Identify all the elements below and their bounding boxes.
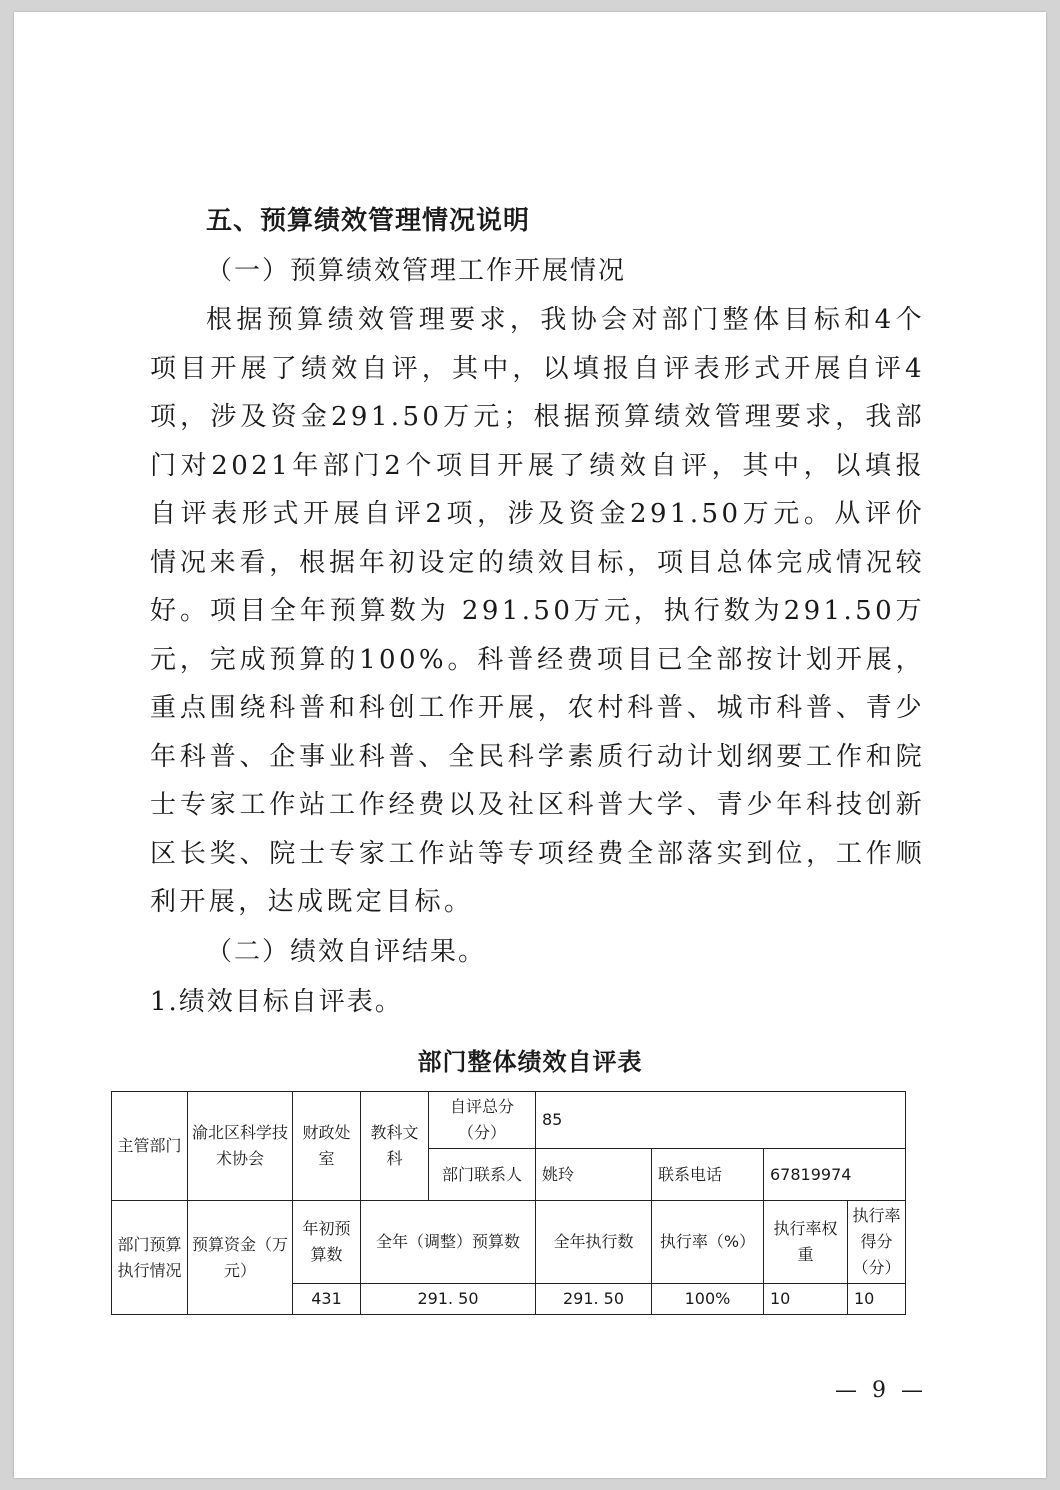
body-paragraph: 根据预算绩效管理要求，我协会对部门整体目标和4个项目开展了绩效自评，其中，以填报自评表形式开展自评4项，涉及资金291.50万元；根据预算绩效管理要求，我部门对2021年部门2个项目开展了绩效自评，其中，以填报自评表形式开展自评2项，涉及资金291.50万元。从评价情况来看，根据年初设定的绩效目标，项目总体完成情况较好。项目全年预算数为 291.50万元，执行数为291.50万元，完成预算的100%。科普经费项目已全部按计划开展，重点围绕科普和科创工作开展，农村科普、城市科普、青少年科普、企事业科普、全民科学素质行动计划纲要工作和院士专家工作站工作经费以及社区科普大学、青少年科技创新区长奖、院士专家工作站等专项经费全部落实到位，工作顺利开展，达成既定目标。 xyxy=(150,305,925,917)
score-label: 自评总分（分） xyxy=(429,1092,536,1149)
val-rate-weight: 10 xyxy=(764,1284,848,1315)
finance-label: 财政处室 xyxy=(293,1092,361,1201)
fund-label: 预算资金（万元） xyxy=(188,1201,293,1315)
list-item-1: 1.绩效目标自评表。 xyxy=(150,986,403,1017)
val-executed: 291. 50 xyxy=(536,1284,652,1315)
supervisor-label: 主管部门 xyxy=(112,1092,188,1201)
phone-value: 67819974 xyxy=(764,1149,906,1201)
supervisor-value: 渝北区科学技术协会 xyxy=(188,1092,293,1201)
contact-value: 姚玲 xyxy=(536,1149,652,1201)
col-exec-rate: 执行率（%） xyxy=(652,1201,764,1284)
contact-label: 部门联系人 xyxy=(429,1149,536,1201)
body-text xyxy=(150,196,925,1027)
val-rate-score: 10 xyxy=(848,1284,906,1315)
finance-value: 教科文科 xyxy=(361,1092,429,1201)
score-value: 85 xyxy=(536,1092,906,1149)
budget-exec-label: 部门预算执行情况 xyxy=(112,1201,188,1315)
subsection-heading-2: （二）绩效自评结果。 xyxy=(206,936,487,967)
table-title: 部门整体绩效自评表 xyxy=(417,1048,643,1076)
col-rate-score: 执行率得分（分） xyxy=(848,1201,906,1284)
col-executed: 全年执行数 xyxy=(536,1201,652,1284)
val-adjusted-budget: 291. 50 xyxy=(361,1284,536,1315)
section-heading: 五、预算绩效管理情况说明 xyxy=(206,206,531,236)
val-initial-budget: 431 xyxy=(293,1284,361,1315)
subsection-heading-1: （一）预算绩效管理工作开展情况 xyxy=(206,256,627,286)
col-initial-budget: 年初预算数 xyxy=(293,1201,361,1284)
page-number: — 9 — xyxy=(835,1378,927,1403)
val-exec-rate: 100% xyxy=(652,1284,764,1315)
col-adjusted-budget: 全年（调整）预算数 xyxy=(361,1201,536,1284)
phone-label: 联系电话 xyxy=(652,1149,764,1201)
evaluation-table xyxy=(111,1091,906,1315)
col-rate-weight: 执行率权重 xyxy=(764,1201,848,1284)
